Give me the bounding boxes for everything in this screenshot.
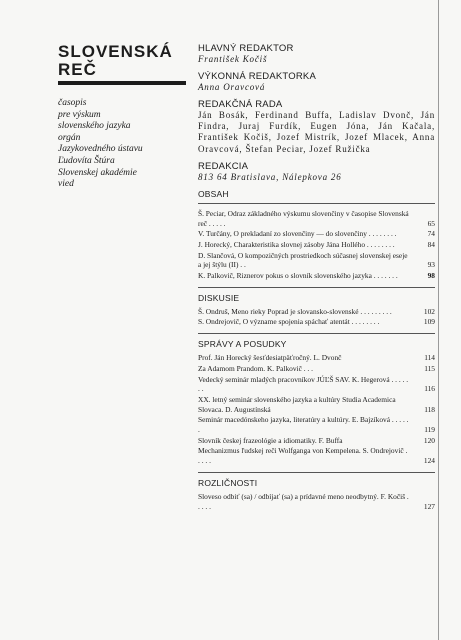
desc-line: orgán [58, 132, 81, 143]
toc-entry[interactable] [198, 229, 435, 239]
toc-page-number: 84 [427, 239, 435, 249]
toc-entry[interactable] [198, 375, 435, 394]
desc-line: pre výskum [58, 109, 101, 120]
board-heading: REDAKČNÁ RADA [198, 99, 283, 110]
toc-entry-text: S. Ondrejovič, O význame spojenia spáchať atentát . . . . . . . . [198, 317, 380, 327]
editorial-column [198, 43, 435, 512]
exec-editor-heading: VÝKONNÁ REDAKTORKA [198, 71, 316, 82]
toc-page-number: 114 [424, 353, 435, 363]
discussion-heading: DISKUSIE [198, 292, 240, 303]
toc-entry-text: J. Horecký, Charakteristika slovnej zásoby Jána Hollého . . . . . . . . [198, 239, 395, 249]
toc-entry[interactable] [198, 446, 435, 465]
toc-page-number: 115 [424, 363, 435, 373]
toc-entry[interactable] [198, 251, 435, 270]
journal-description [58, 98, 188, 191]
toc-page-number: 120 [423, 435, 435, 445]
toc-page-number: 109 [423, 317, 435, 327]
title-rule [58, 81, 186, 85]
exec-editor-block [198, 71, 435, 93]
toc-entry-text: K. Palkovič, Riznerov pokus o slovník slovenského jazyka . . . . . . . [198, 271, 398, 281]
section-rule [198, 203, 435, 204]
toc-entry[interactable] [198, 415, 435, 434]
reports-heading: SPRÁVY A POSUDKY [198, 339, 287, 350]
office-block [198, 161, 435, 183]
toc-page-number: 124 [423, 456, 435, 466]
toc-page-number: 119 [424, 425, 435, 435]
toc-entry-text: Š. Ondruš, Meno rieky Poprad je slovansko-slovenské . . . . . . . . . [198, 306, 392, 316]
misc-section [198, 472, 435, 511]
toc-page-number: 98 [427, 271, 435, 281]
editor-name: František Kočiš [198, 54, 268, 64]
contents-section [198, 189, 435, 281]
toc-page-number: 65 [427, 218, 435, 228]
board-block [198, 99, 435, 155]
toc-entry[interactable] [198, 395, 435, 414]
toc-page-number: 74 [427, 229, 435, 239]
toc-entry-text: Vedecký seminár mladých pracovníkov JÚĽŠ SAV. K. Hegerová . . . . . . . [198, 374, 409, 394]
toc-entry-text: Prof. Ján Horecký šesťdesiatpäťročný. L. Dvonč [198, 353, 342, 363]
toc-entry-text: Š. Peciar, Odraz základného výskumu slovenčiny v časopise Slovenská reč . . . . . [198, 208, 409, 228]
discussion-section [198, 287, 435, 327]
toc-entry-text: D. Slančová, O kompozičných prostriedkoch súčasnej slovenskej eseje a jej štýlu (II) . . [198, 250, 408, 270]
section-rule [198, 333, 435, 334]
toc-page-number: 93 [427, 260, 435, 270]
masthead [58, 43, 188, 191]
section-rule [198, 287, 435, 288]
desc-line: slovenského jazyka [58, 121, 131, 132]
toc-entry-text: Seminár macedónskeho jazyka, literatúry a kultúry. E. Bajzíková . . . . . . [198, 415, 409, 435]
toc-page-number: 118 [424, 404, 435, 414]
toc-entry-text: Sloveso odbiť (sa) / odbíjať (sa) a prídavné meno neodbytný. F. Kočiš . . . . . [198, 491, 409, 511]
toc-entry[interactable] [198, 353, 435, 363]
misc-heading: ROZLIČNOSTI [198, 477, 258, 488]
desc-line: vied [58, 179, 74, 190]
section-rule [198, 472, 435, 473]
toc-entry[interactable] [198, 492, 435, 511]
toc-entry[interactable] [198, 271, 435, 281]
office-heading: REDAKCIA [198, 160, 249, 172]
editor-heading: HLAVNÝ REDAKTOR [198, 43, 294, 54]
toc-entry-text: Mechanizmus ľudskej reči Wolfganga von Kempelena. S. Ondrejovič . . . . . [198, 446, 408, 466]
toc-entry-text: XX. letný seminár slovenského jazyka a kultúry Studia Academica Slovaca. D. Augustínská [198, 394, 396, 414]
contents-heading: OBSAH [198, 188, 229, 199]
office-address: 813 64 Bratislava, Nálepkova 26 [198, 171, 342, 182]
board-members: Ján Bosák, Ferdinand Buffa, Ladislav Dvonč, Ján Findra, Juraj Furdík, Eugen Jóna, Ján Kačala, František Kočiš, Jozef Mistrík, Jozef Mlacek, Anna Oravcová, Štefan Peciar, Jozef Ružička [198, 110, 435, 154]
toc-entry[interactable] [198, 436, 435, 446]
toc-entry[interactable] [198, 240, 435, 250]
desc-line: Slovenskej akadémie [58, 167, 137, 178]
toc-entry-text: V. Turčány, O prekladaní zo slovenčiny — do slovenčiny . . . . . . . . [198, 229, 397, 239]
toc-entry[interactable] [198, 209, 435, 228]
page-edge-line [438, 0, 439, 640]
toc-page-number: 102 [423, 306, 435, 316]
toc-entry-text: Za Adamom Prandom. K. Palkovič . . . [198, 363, 313, 373]
journal-title-line-2: REČ [58, 60, 97, 79]
desc-line: časopis [58, 98, 87, 108]
toc-entry[interactable] [198, 317, 435, 327]
journal-title-line-1: SLOVENSKÁ [58, 42, 173, 61]
toc-entry[interactable] [198, 364, 435, 374]
exec-editor-name: Anna Oravcová [198, 82, 266, 92]
toc-entry-text: Slovník českej frazeológie a idiomatiky. F. Buffa [198, 435, 343, 445]
toc-page-number: 127 [423, 501, 435, 511]
desc-line: Ľudovíta Štúra [58, 155, 115, 166]
desc-line: Jazykovedného ústavu [58, 144, 143, 155]
toc-page-number: 116 [424, 384, 435, 394]
toc-entry[interactable] [198, 307, 435, 317]
editor-block [198, 43, 435, 65]
reports-section [198, 333, 435, 466]
